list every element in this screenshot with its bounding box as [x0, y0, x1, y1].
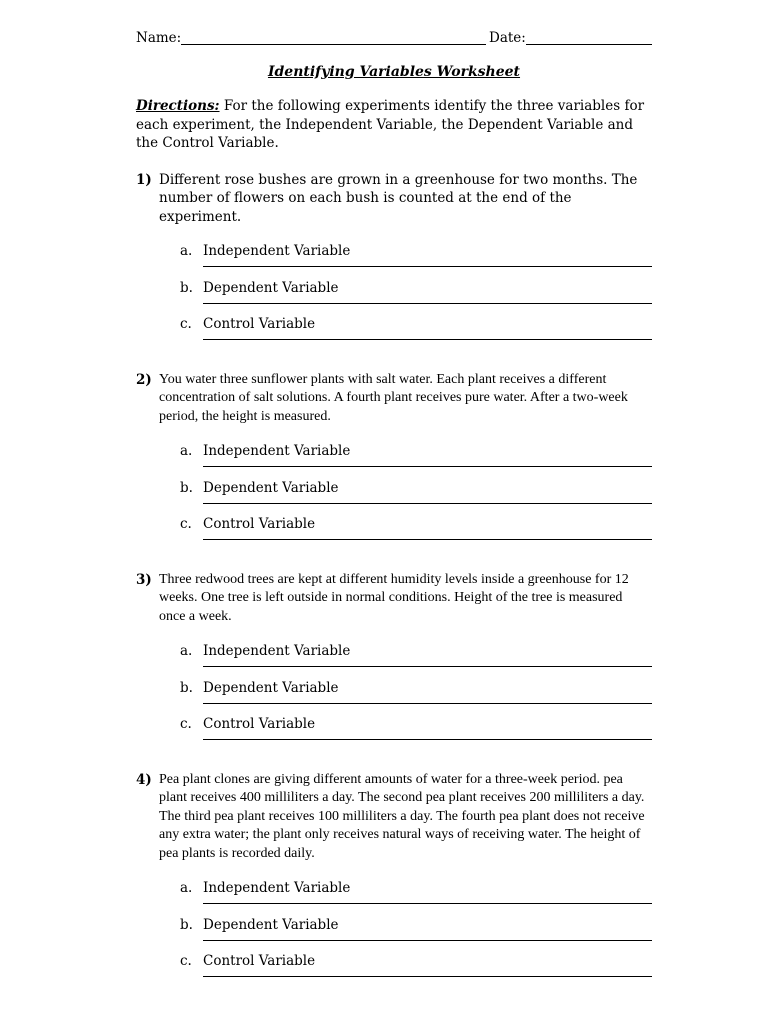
- directions-label: Directions:: [136, 98, 220, 114]
- answer-item: [180, 242, 652, 279]
- answer-label: Independent Variable: [203, 643, 351, 659]
- worksheet-header: [136, 28, 652, 50]
- answer-label: Control Variable: [203, 953, 316, 969]
- question-number: 3): [136, 571, 152, 588]
- question-text: You water three sunflower plants with salt water. Each plant receives a different concentration of salt solutions. A fourth plant receives pure water. After a two-week period, the height is measured.: [159, 371, 628, 424]
- answer-blank-line: [203, 940, 652, 941]
- answer-item: [180, 952, 652, 989]
- answer-item: [180, 679, 652, 716]
- answer-item: [180, 442, 652, 479]
- worksheet-title: Identifying Variables Worksheet: [267, 64, 521, 80]
- directions: [136, 97, 652, 153]
- name-label: Name:: [136, 30, 182, 46]
- question-1: [136, 171, 652, 352]
- answer-blank-line: [203, 266, 652, 267]
- answer-letter: a.: [180, 443, 193, 459]
- question-text: Three redwood trees are kept at different humidity levels inside a greenhouse for 12 weeks. One tree is left outside in normal conditions. Height of the tree is measured once a week.: [159, 571, 629, 624]
- answer-item: [180, 515, 652, 552]
- answer-blank-line: [203, 539, 652, 540]
- question-number: 1): [136, 171, 152, 188]
- answer-label: Dependent Variable: [203, 479, 339, 496]
- name-blank-line: [181, 44, 486, 45]
- question-2: [136, 371, 652, 552]
- answer-item: [180, 916, 652, 953]
- answer-blank-line: [203, 503, 652, 504]
- answer-blank-line: [203, 739, 652, 740]
- answer-list: [180, 879, 652, 989]
- question-text: Different rose bushes are grown in a greenhouse for two months. The number of flowers on each bush is counted at the end of the experiment.: [159, 171, 638, 225]
- answer-label: Dependent Variable: [203, 916, 339, 933]
- answer-item: [180, 479, 652, 516]
- answer-label: Dependent Variable: [203, 679, 339, 696]
- worksheet-page: [136, 28, 652, 989]
- answer-label: Independent Variable: [203, 443, 351, 459]
- answer-blank-line: [203, 466, 652, 467]
- date-label: Date:: [489, 30, 526, 46]
- answer-item: [180, 879, 652, 916]
- question-text: Pea plant clones are giving different amounts of water for a three-week period. pea plant receives 400 milliliters a day. The second pea plant receives 200 milliliters a day. The third pea plant receives 100 milliliters a day. The fourth pea plant does not receive any extra water; the plant only receives natural ways of receiving water. The height of pea plants is recorded daily.: [159, 771, 645, 861]
- answer-label: Control Variable: [203, 316, 316, 332]
- answer-label: Independent Variable: [203, 880, 351, 896]
- answer-label: Control Variable: [203, 516, 316, 532]
- answer-letter: b.: [180, 916, 193, 933]
- answer-blank-line: [203, 339, 652, 340]
- question-number: 2): [136, 371, 152, 388]
- answer-blank-line: [203, 976, 652, 977]
- answer-item: [180, 315, 652, 352]
- answer-list: [180, 442, 652, 552]
- answer-blank-line: [203, 303, 652, 304]
- answer-item: [180, 642, 652, 679]
- answer-letter: a.: [180, 243, 193, 259]
- answer-item: [180, 279, 652, 316]
- answer-label: Independent Variable: [203, 243, 351, 259]
- answer-item: [180, 715, 652, 752]
- answer-label: Dependent Variable: [203, 279, 339, 296]
- answer-letter: c.: [180, 716, 192, 732]
- answer-letter: c.: [180, 516, 192, 532]
- answer-list: [180, 242, 652, 352]
- question-3: [136, 571, 652, 752]
- answer-blank-line: [203, 703, 652, 704]
- answer-letter: c.: [180, 953, 192, 969]
- question-number: 4): [136, 771, 152, 788]
- answer-letter: b.: [180, 479, 193, 496]
- directions-text: For the following experiments identify the three variables for each experiment, the Independent Variable, the Dependent Variable and the Control Variable.: [136, 98, 645, 151]
- date-blank-line: [526, 44, 652, 45]
- answer-letter: c.: [180, 316, 192, 332]
- answer-letter: b.: [180, 279, 193, 296]
- answer-letter: a.: [180, 880, 193, 896]
- answer-letter: a.: [180, 643, 193, 659]
- answer-blank-line: [203, 903, 652, 904]
- answer-list: [180, 642, 652, 752]
- answer-letter: b.: [180, 679, 193, 696]
- question-4: [136, 771, 652, 989]
- answer-label: Control Variable: [203, 716, 316, 732]
- answer-blank-line: [203, 666, 652, 667]
